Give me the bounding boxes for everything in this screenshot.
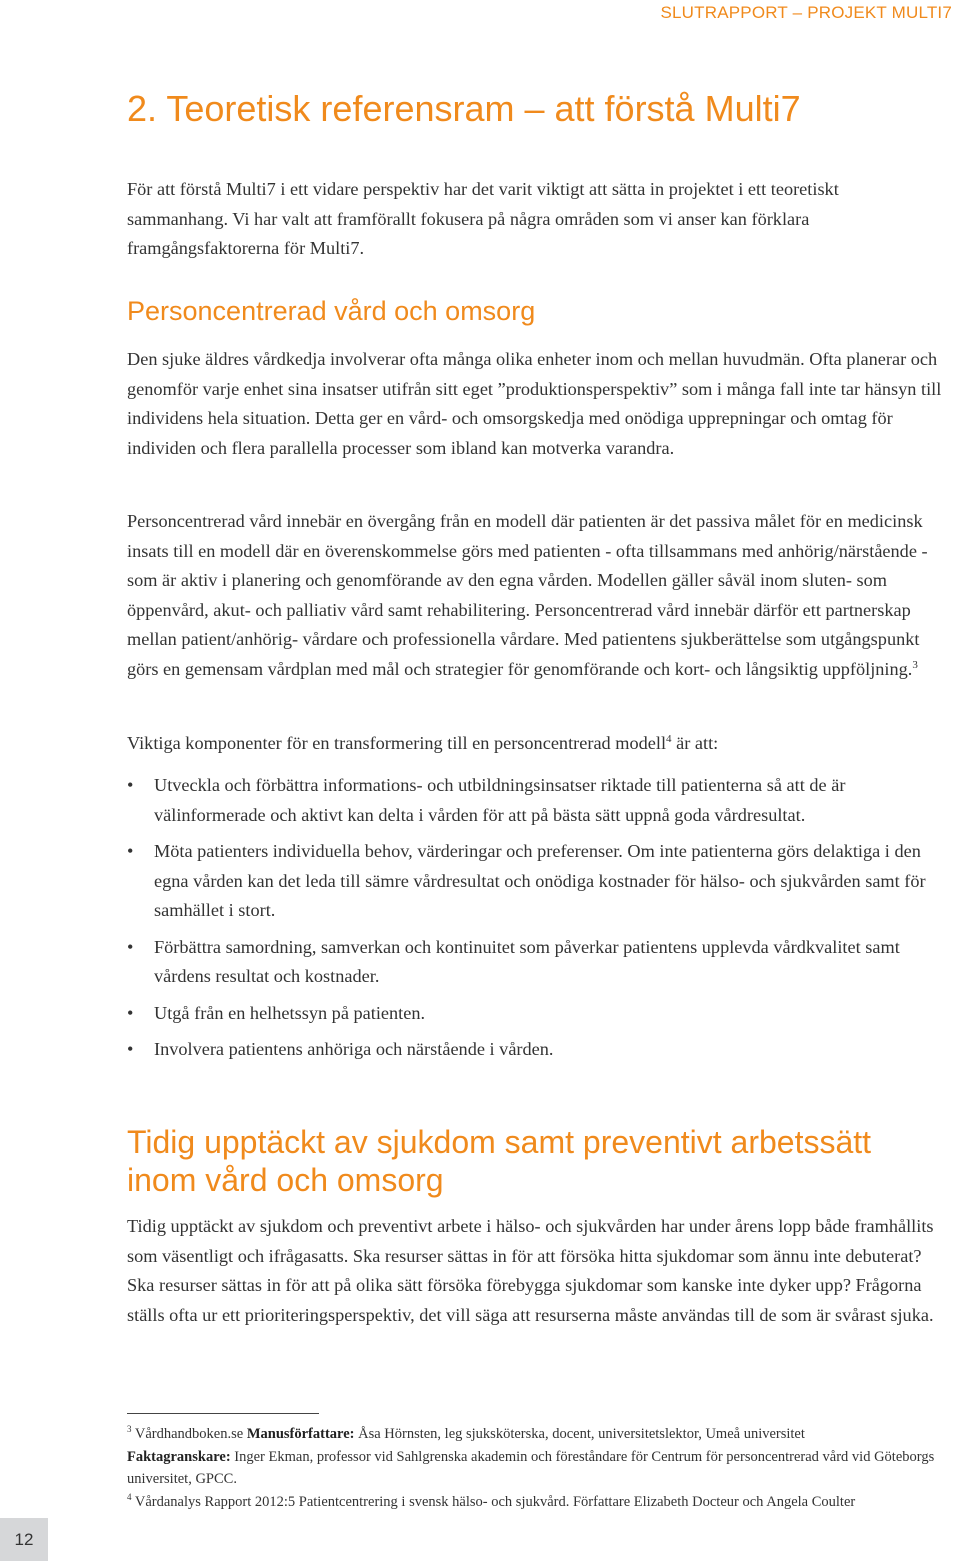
footnote-text: Vårdanalys Rapport 2012:5 Patientcentrering i svensk hälso- och sjukvård. Författare Elizabeth Docteur och Angela Coulter — [131, 1493, 856, 1510]
bullet-icon: • — [127, 1039, 134, 1059]
footnote-divider — [127, 1413, 319, 1414]
section1-paragraph-2 — [127, 507, 953, 684]
footnote-4 — [127, 1491, 953, 1514]
bullet-icon: • — [127, 1002, 134, 1023]
section1-paragraph-1: Den sjuke äldres vårdkedja involverar ofta många olika enheter inom och mellan huvudmän. Ofta planerar och genomför varje enhet sina insatser utifrån sitt eget ”produktionsperspektiv” som i många fall inte tar hänsyn till individens hela situation. Detta ger en vård- och omsorgskedja med onödiga upprepningar och omtag för individen och flera parallella processer som ibland kan motverka varandra. — [127, 349, 942, 458]
footnote-number: 3 — [127, 1424, 132, 1434]
list-item — [127, 837, 927, 926]
list-item — [127, 933, 927, 992]
footnote-author: Åsa Hörnsten, leg sjuksköterska, docent, universitetslektor, Umeå universitet — [354, 1426, 805, 1442]
footnote-ref-3: 3 — [912, 658, 918, 671]
list-item-text: Utgå från en helhetssyn på patienten. — [154, 1002, 426, 1023]
chapter-intro-paragraph: För att förstå Multi7 i ett vidare perspektiv har det varit viktigt att sätta in projektet i ett teoretiskt sammanhang. Vi har valt att framförallt fokusera på några områden som vi anser kan förklara framgångsfaktorerna för Multi7. — [127, 179, 839, 258]
section-heading-personcentrerad: Personcentrerad vård och omsorg — [127, 296, 536, 326]
list-item — [127, 771, 927, 830]
list-item-text: Förbättra samordning, samverkan och kontinuitet som påverkar patientens upplevda vårdkvalitet samt vårdens resultat och kostnader. — [154, 936, 900, 986]
list-item-text: Utveckla och förbättra informations- och utbildningsinsatser riktade till patienterna så att de är välinformerade och aktivt kan delta i vården för att på bästa sätt uppnå goda vårdresultat. — [154, 775, 846, 825]
footnotes — [127, 1423, 953, 1513]
footnote-source: Vårdhandboken.se — [131, 1426, 247, 1442]
section2-paragraph-1: Tidig upptäckt av sjukdom och preventivt arbete i hälso- och sjukvården har under årens lopp både framhållits som väsentligt och ifrågasatts. Ska resurser sättas in för att försöka hitta sjukdomar som ännu inte debuterat? Ska resurser sättas in för att på olika sätt försöka förebygga sjukdomar som kanske inte dyker upp? Frågorna ställs ofta ur ett prioriteringsperspektiv, det vill säga att resurserna måste användas till de som är svårast sjuka. — [127, 1216, 934, 1325]
section-heading-tidig-upptackt: Tidig upptäckt av sjukdom samt preventivt arbetssätt inom vård och omsorg — [127, 1124, 872, 1198]
bullet-icon: • — [127, 936, 134, 957]
footnote-reviewer: Inger Ekman, professor vid Sahlgrenska akademin och föreståndare för Centrum för personcentrerad vård vid Göteborgs universitet, GPCC. — [127, 1448, 935, 1487]
footnote-3 — [127, 1423, 953, 1491]
components-intro-tail: är att: — [671, 733, 719, 753]
list-item — [127, 999, 927, 1029]
list-item-text: Involvera patientens anhöriga och närstående i vården. — [154, 1039, 554, 1059]
list-item — [127, 1035, 927, 1065]
bullet-icon: • — [127, 775, 134, 795]
components-intro — [127, 729, 953, 759]
page-number: 12 — [0, 1518, 48, 1561]
running-header: SLUTRAPPORT – PROJEKT MULTI7 — [660, 3, 952, 22]
section1-paragraph-2-text: Personcentrerad vård innebär en övergång från en modell där patienten är det passiva målet för en medicinsk insats till en modell där en överenskommelse görs med patienten - ofta tillsammans med anhörig/närstående - som är aktiv i planering och genomförande av den egna vården. Modellen gäller såväl inom sluten- som öppenvård, akut- och palliativ vård samt rehabilitering. Personcentrerad vård innebär därför ett partnerskap mellan patient/anhörig- vårdare och professionella vårdare. Med patientens sjukberättelse som utgångspunkt görs en gemensam vårdplan med mål och strategier för genomförande och kort- och långsiktig uppföljning. — [127, 511, 928, 679]
components-list — [127, 771, 927, 1072]
footnote-number: 4 — [127, 1491, 132, 1502]
chapter-title: 2. Teoretisk referensram – att förstå Multi7 — [127, 88, 801, 129]
footnote-ref-4: 4 — [666, 733, 672, 745]
bullet-icon: • — [127, 841, 134, 861]
footnote-reviewer-label: Faktagranskare: — [127, 1448, 231, 1465]
list-item-text: Möta patienters individuella behov, värderingar och preferenser. Om inte patienterna görs delaktiga i den egna vården kan det leda till sämre vårdresultat och onödiga kostnader för hälso- och sjukvården samt för samhället i stort. — [154, 841, 926, 920]
footnote-author-label: Manusförfattare: — [246, 1426, 355, 1442]
components-intro-text: Viktiga komponenter för en transformering till en personcentrerad modell — [127, 733, 667, 753]
